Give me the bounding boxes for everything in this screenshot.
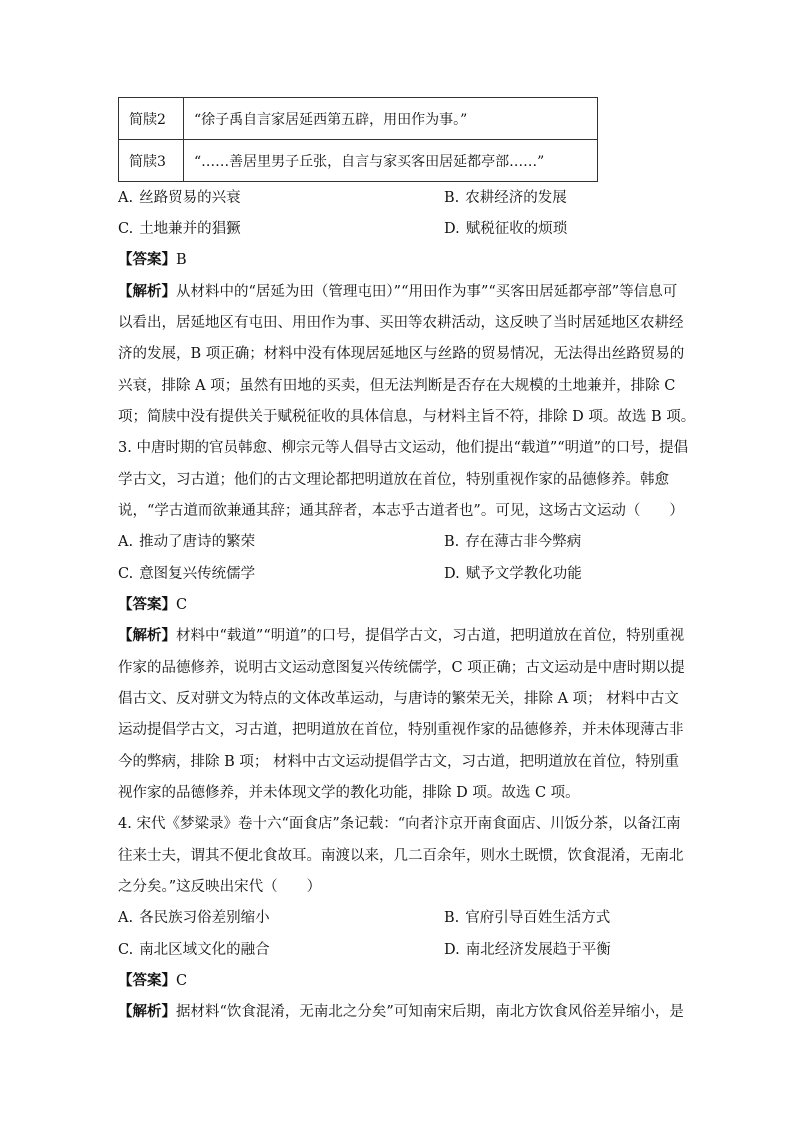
q4-option-c: C. 南北区域文化的融合 [118, 942, 270, 958]
material-table [118, 97, 598, 182]
q3-answer: 【答案】C [118, 596, 188, 613]
q2-analysis-line: 项；简牍中没有提供关于赋税征收的具体信息，与材料主旨不符，排除 D 项。故选 B 项。 [118, 409, 696, 425]
q4-option-a: A. 各民族习俗差别缩小 [118, 910, 270, 926]
q2-analysis-line: 济的发展，B 项正确；材料中没有体现居延地区与丝路的贸易情况，无法得出丝路贸易的 [118, 346, 685, 362]
q2-analysis-line: 以看出，居延地区有屯田、用田作为事、买田等农耕活动，这反映了当时居延地区农耕经 [118, 315, 684, 331]
q3-analysis-line: 倡古文、反对骈文为特点的文体改革运动，与唐诗的繁荣无关，排除 A 项； 材料中古文 [118, 691, 679, 707]
q4-stem-line: 4. 宋代《梦粱录》卷十六“面食店”条记载：“向者汴京开南食面店、川饭分茶，以备江南 [118, 816, 681, 832]
table-row [119, 98, 598, 140]
table-text-cell: “……善居里男子丘张，自言与家买客田居延都亭部……” [184, 140, 598, 182]
q4-stem-line: 之分矣。”这反映出宋代（ ） [118, 879, 322, 895]
q3-option-c: C. 意图复兴传统儒学 [118, 566, 256, 582]
q3-analysis-line: 视作家的品德修养，并未体现文学的教化功能，排除 D 项。故选 C 项。 [118, 785, 580, 801]
q3-stem-line: 学古文，习古道；他们的古文理论都把明道放在首位，特别重视作家的品德修养。韩愈 [118, 472, 669, 488]
q3-option-b: B. 存在薄古非今弊病 [444, 534, 582, 550]
q3-analysis-line: 今的弊病，排除 B 项； 材料中古文运动提倡学古文，习古道，把明道放在首位，特别重 [118, 754, 679, 770]
q4-option-d: D. 南北经济发展趋于平衡 [444, 942, 611, 958]
q2-analysis-line: 【解析】从材料中的“居延为田（管理屯田）”“用田作为事”“买客田居延都亭部”等信息可 [118, 283, 678, 300]
q2-option-a: A. 丝路贸易的兴衰 [118, 190, 241, 206]
q3-analysis-line: 运动提倡学古文，习古道，把明道放在首位，特别重视作家的品德修养，并未体现薄古非 [118, 722, 684, 738]
q3-analysis-line: 作家的品德修养，说明古文运动意图复兴传统儒学，C 项正确；古文运动是中唐时期以提 [118, 660, 685, 676]
table-text-cell: “徐子禹自言家居延西第五辟，用田作为事。” [184, 98, 598, 140]
table-key-cell: 简牍3 [119, 140, 184, 182]
q4-option-b: B. 官府引导百姓生活方式 [444, 910, 611, 926]
q2-option-c: C. 土地兼并的猖獗 [118, 221, 241, 237]
q3-stem-line: 说，“学古道而欲兼通其辞；通其辞者，本志乎古道者也”。可见，这场古文运动（ ） [118, 503, 684, 519]
q2-option-d: D. 赋税征收的烦琐 [444, 221, 568, 237]
q2-option-b: B. 农耕经济的发展 [444, 190, 567, 206]
q4-stem-line: 往来士夫，谓其不便北食故耳。南渡以来，几二百余年，则水土既惯，饮食混淆，无南北 [118, 848, 684, 864]
q3-option-d: D. 赋予文学教化功能 [444, 566, 582, 582]
q3-analysis-line: 【解析】材料中“载道”“明道”的口号，提倡学古文，习古道，把明道放在首位，特别重视 [118, 627, 685, 644]
table-row [119, 140, 598, 182]
q4-analysis-line: 【解析】据材料“饮食混淆，无南北之分矣”可知南宋后期，南北方饮食风俗差异缩小，是 [118, 1003, 684, 1020]
q4-answer: 【答案】C [118, 972, 188, 989]
q2-answer: 【答案】B [118, 251, 187, 268]
q3-option-a: A. 推动了唐诗的繁荣 [118, 534, 256, 550]
q3-stem-line: 3. 中唐时期的官员韩愈、柳宗元等人倡导古文运动，他们提出“载道”“明道”的口号，提倡 [118, 440, 689, 456]
table-key-cell: 简牍2 [119, 98, 184, 140]
q2-analysis-line: 兴衰，排除 A 项；虽然有田地的买卖，但无法判断是否存在大规模的土地兼并，排除 C [118, 378, 676, 394]
